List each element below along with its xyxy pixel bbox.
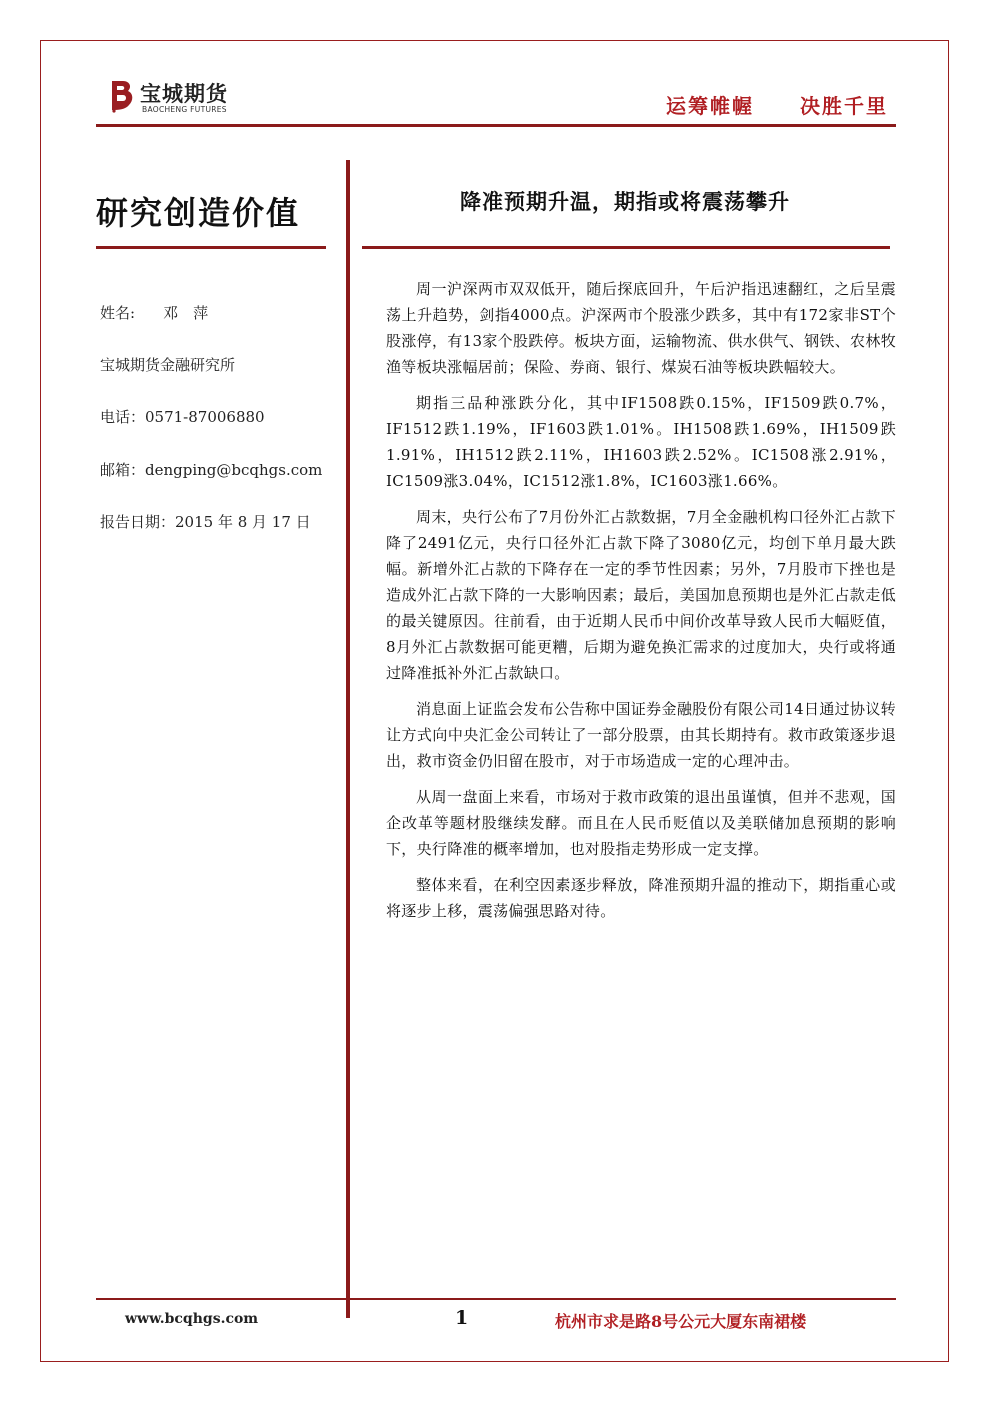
logo-chinese-name: 宝城期货 xyxy=(140,81,228,106)
slogan-part-2: 决胜千里 xyxy=(800,94,888,118)
logo-english-name: BAOCHENG FUTURES xyxy=(142,105,227,114)
footer-website-link[interactable]: www.bcqhgs.com xyxy=(125,1311,259,1327)
article-title-divider xyxy=(362,246,890,249)
header-slogan xyxy=(666,90,888,119)
article-paragraph: 期指三品种涨跌分化，其中IF1508跌0.15%，IF1509跌0.7%，IF1512跌1.19%，IF1603跌1.01%。IH1508跌1.69%，IH1509跌1.91%，IH1512跌2.11%，IH1603跌2.52%。IC1508涨2.91%，IC1509涨3.04%，IC1512涨1.8%，IC1603涨1.66%。 xyxy=(386,394,896,490)
author-organization: 宝城期货金融研究所 xyxy=(100,356,236,374)
article-paragraph: 消息面上证监会发布公告称中国证券金融股份有限公司14日通过协议转让方式向中央汇金公司转让了一部分股票，由其长期持有。救市政策逐步退出，救市资金仍旧留在股市，对于市场造成一定的心理冲击。 xyxy=(386,700,896,770)
slogan-part-1: 运筹帷幄 xyxy=(666,94,754,118)
author-name xyxy=(100,302,208,323)
sidebar-title: 研究创造价值 xyxy=(96,194,301,232)
author-name-label: 姓名: xyxy=(100,304,136,322)
article-paragraph: 周一沪深两市双双低开，随后探底回升，午后沪指迅速翻红，之后呈震荡上升趋势，剑指4000点。沪深两市个股涨少跌多，其中有172家非ST个股涨停，有13家个股跌停。板块方面，运输物流、供水供气、钢铁、农林牧渔等板块涨幅居前；保险、券商、银行、煤炭石油等板块跌幅较大。 xyxy=(386,280,896,376)
column-divider xyxy=(346,160,350,1318)
header-divider xyxy=(96,124,896,127)
author-name-value: 邓 萍 xyxy=(163,304,209,322)
article-body xyxy=(386,276,896,934)
footer-divider xyxy=(96,1298,896,1300)
page-number: 1 xyxy=(455,1307,469,1329)
article-title: 降准预期升温，期指或将震荡攀升 xyxy=(460,189,790,214)
footer-address: 杭州市求是路8号公元大厦东南裙楼 xyxy=(555,1312,807,1331)
article-paragraph: 周末，央行公布了7月份外汇占款数据，7月全金融机构口径外汇占款下降了2491亿元，央行口径外汇占款下降了3080亿元，均创下单月最大跌幅。新增外汇占款的下降存在一定的季节性因素；另外，7月股市下挫也是造成外汇占款下降的一大影响因素；最后，美国加息预期也是外汇占款走低的最关键原因。往前看，由于近期人民币中间价改革导致人民币大幅贬值，8月外汇占款数据可能更糟，后期为避免换汇需求的过度加大，央行或将通过降准抵补外汇占款缺口。 xyxy=(386,508,896,682)
author-phone: 电话：0571-87006880 xyxy=(100,408,265,426)
company-logo xyxy=(106,78,236,118)
article-paragraph: 从周一盘面上来看，市场对于救市政策的退出虽谨慎，但并不悲观，国企改革等题材股继续发酵。而且在人民币贬值以及美联储加息预期的影响下，央行降准的概率增加，也对股指走势形成一定支撑。 xyxy=(386,788,896,858)
sidebar-title-divider xyxy=(96,246,326,249)
report-date: 报告日期：2015 年 8 月 17 日 xyxy=(100,513,311,531)
article-paragraph: 整体来看，在利空因素逐步释放，降准预期升温的推动下，期指重心或将逐步上移，震荡偏强思路对待。 xyxy=(386,876,896,920)
baocheng-logo-icon xyxy=(106,78,136,114)
author-email: 邮箱：dengping@bcqhgs.com xyxy=(100,461,323,479)
